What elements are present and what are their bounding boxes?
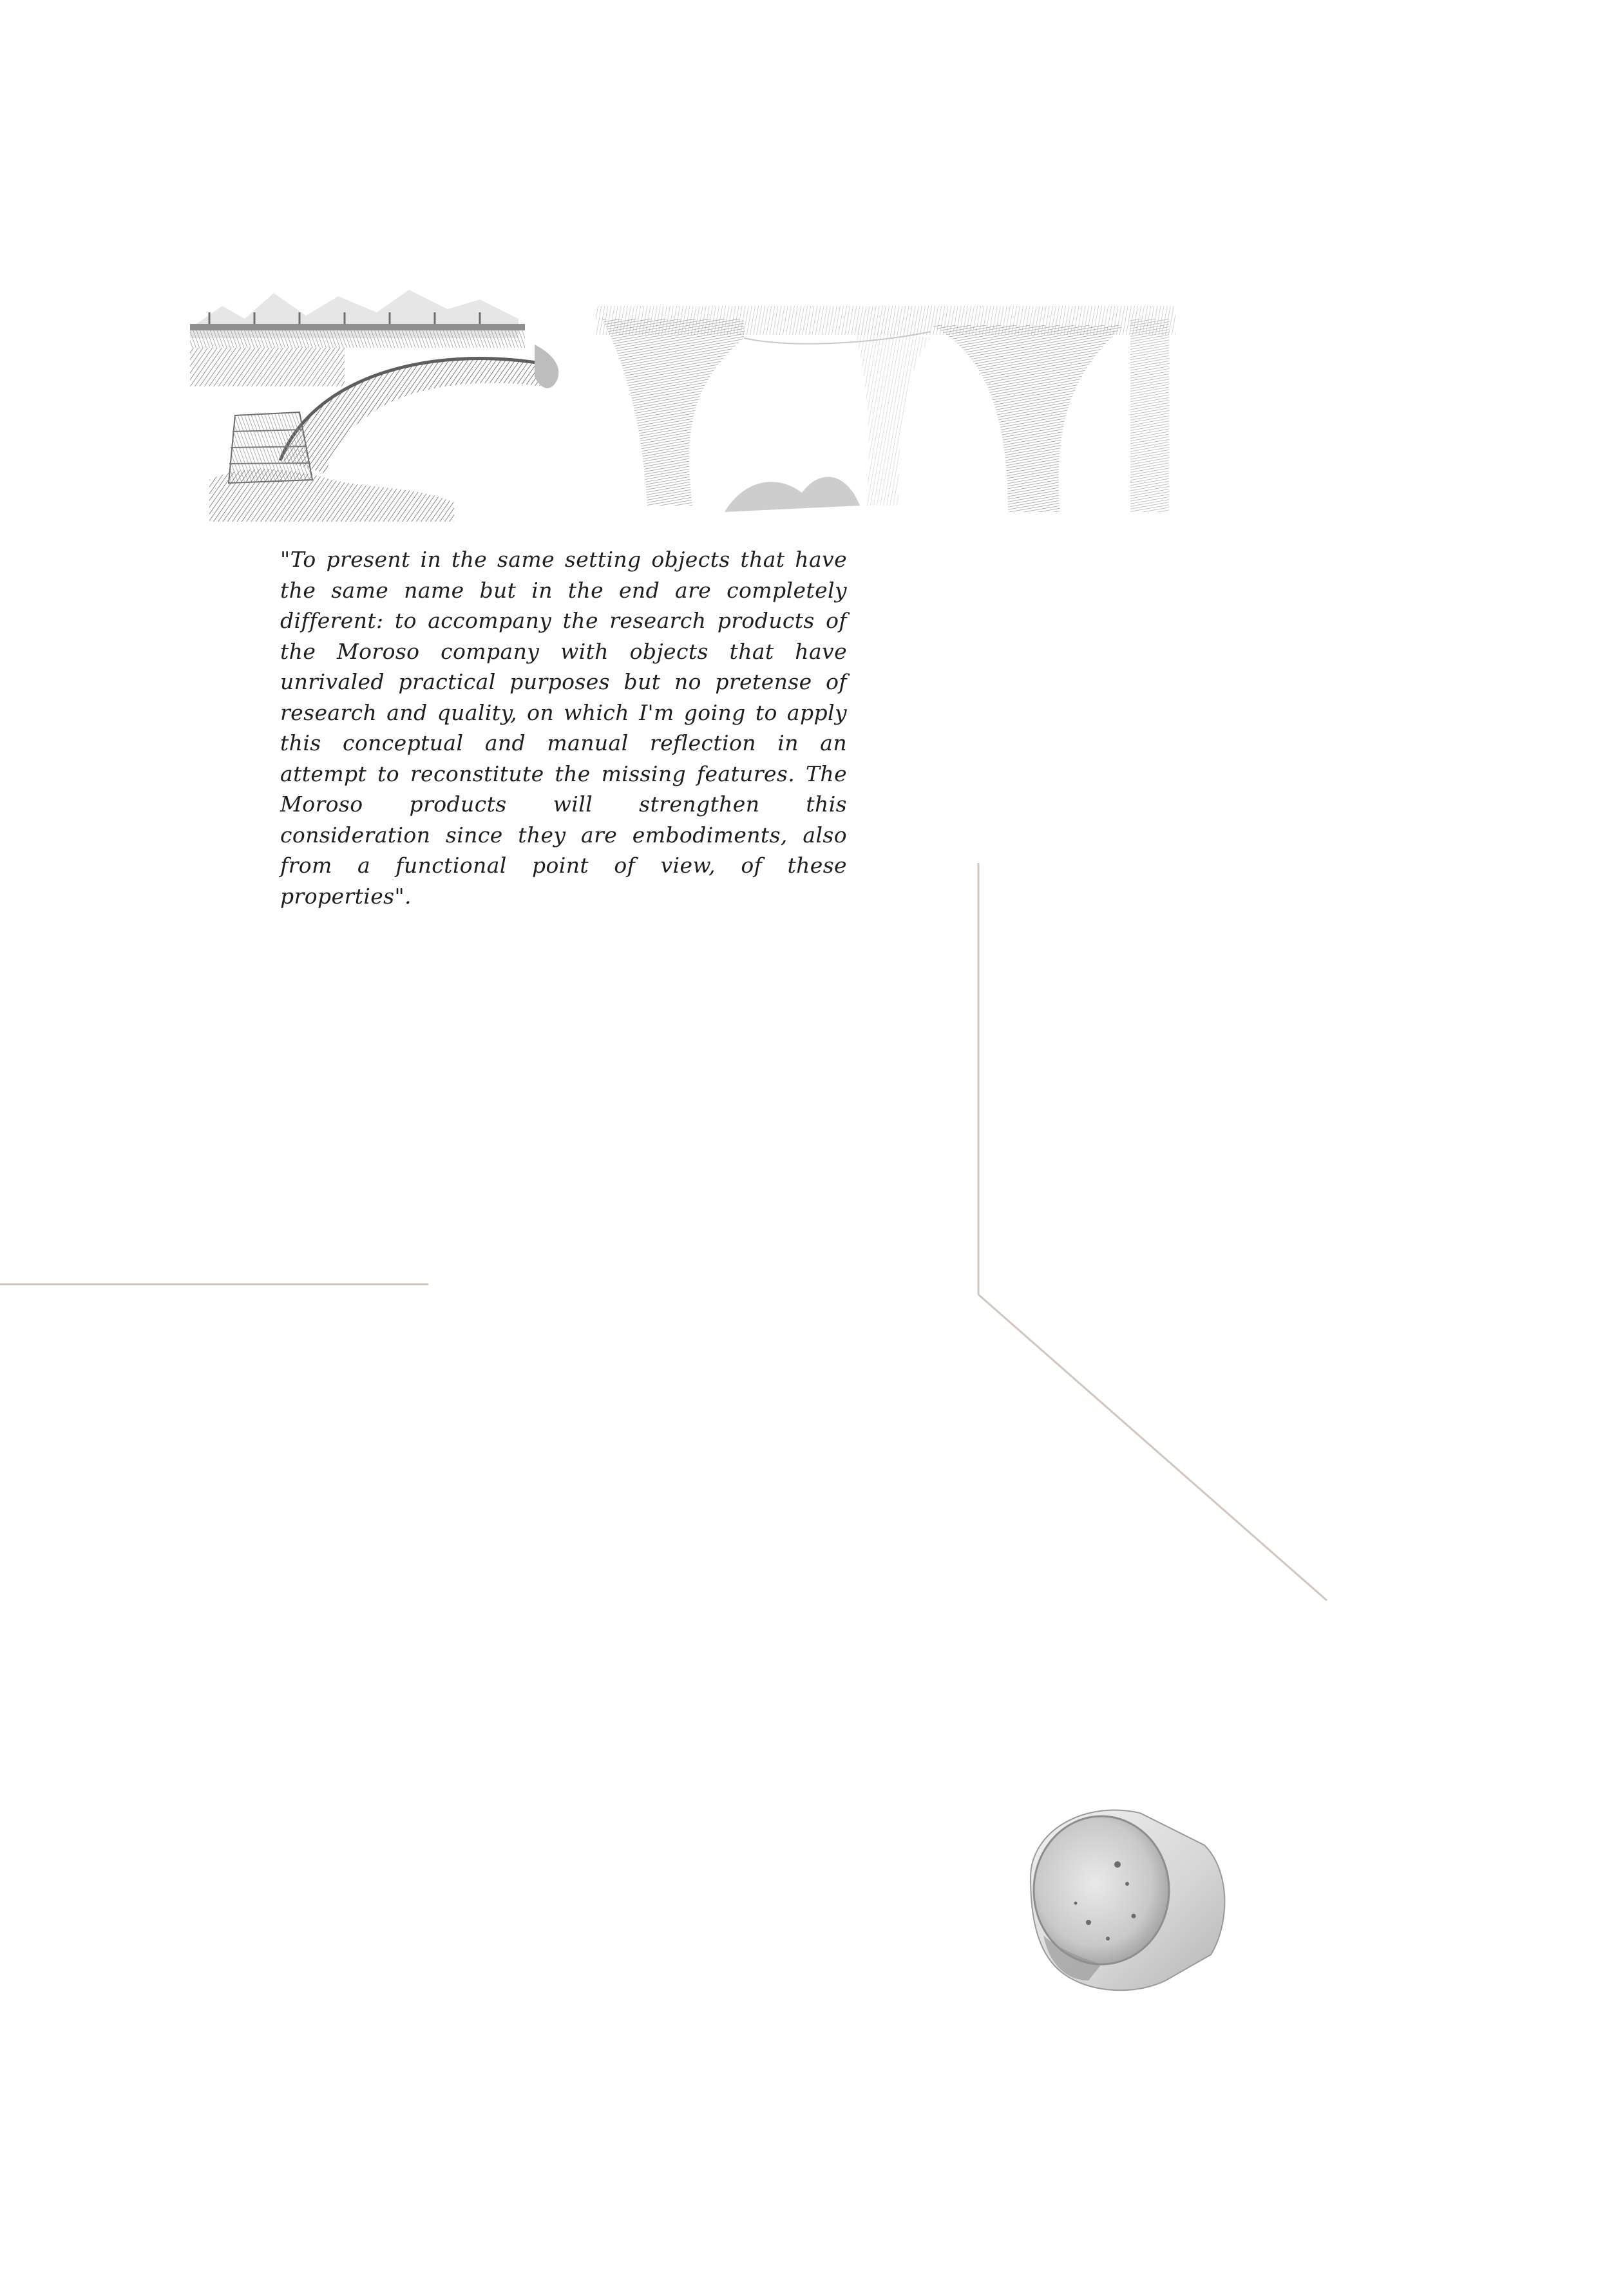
handwritten-quote: "To present in the same setting objects that have the same name but in the end are completely different: to accompany the research products of the Moroso company with objects that have unrivaled practical purposes but no pretense of research and quality, on which I'm going to apply this conceptual and manual reflection in an attempt to reconstitute the missing features. The Moroso products will strengthen this consideration since they are embodiments, also from a functional point of view, of these properties". (280, 547, 847, 909)
diagonal-line (978, 1295, 1327, 1600)
broken-cup-image (1005, 1787, 1250, 2000)
